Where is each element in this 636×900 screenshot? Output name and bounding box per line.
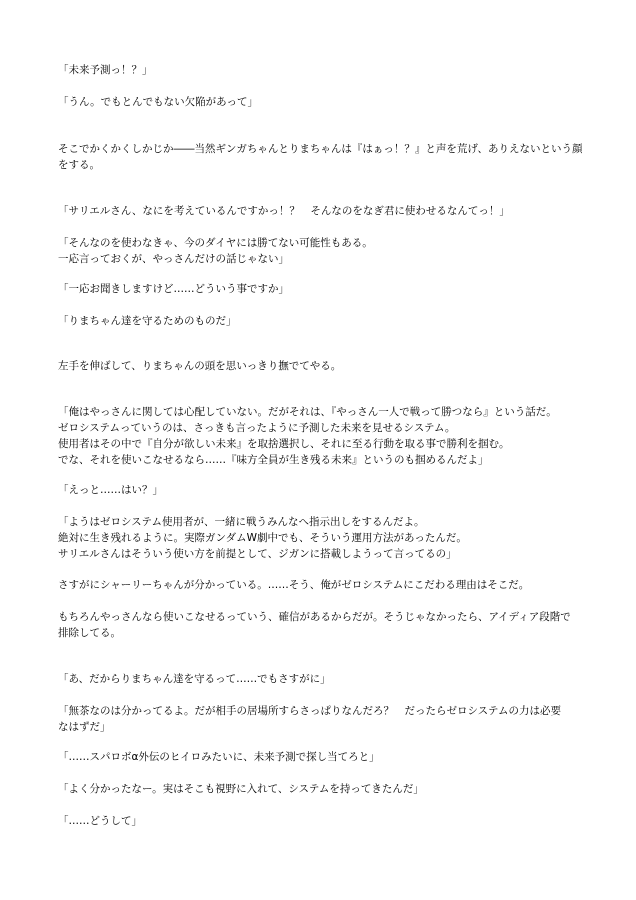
text-line: 左手を伸ばして、りまちゃんの頭を思いっきり撫でてやる。: [58, 360, 342, 372]
text-line: さすがにシャーリーちゃんが分かっている。……そう、俺がゼロシステムにこだわる理由はそこだ。: [58, 579, 530, 591]
text-line: 「うん。でもとんでもない欠陥があって」: [58, 96, 259, 108]
paragraph: [58, 749, 580, 765]
text-line: 「ようはゼロシステム使用者が、一緒に戦うみんなへ指示出しをするんだよ。: [58, 516, 425, 528]
paragraph: [58, 514, 580, 562]
paragraph: [58, 609, 580, 641]
text-line: 「りまちゃん達を守るためのものだ」: [58, 315, 237, 327]
text-line: そこでかくかくしかじか――当然ギンガちゃんとりまちゃんは『はぁっ！？』と声を荒げ、ありえないという顔: [58, 143, 583, 155]
paragraph: [58, 203, 580, 219]
paragraph: [58, 781, 580, 797]
text-line: 「……スパロボα外伝のヒイロみたいに、未来予測で探し当てろと」: [58, 751, 380, 763]
paragraph: [58, 313, 580, 329]
text-line: サリエルさんはそういう使い方を前提として、ジガンに搭載しようって言ってるの」: [58, 548, 457, 560]
text-line: 「……どうして」: [58, 815, 142, 827]
paragraph: [58, 813, 580, 829]
paragraph: [58, 703, 580, 735]
paragraph: [58, 577, 580, 593]
text-line: 絶対に生き残れるように。実際ガンダムW劇中でも、そういう運用方法があったんだ。: [58, 532, 467, 544]
paragraph: [58, 94, 580, 110]
text-line: 排除してる。: [58, 627, 121, 639]
paragraph: [58, 62, 580, 78]
paragraph: [58, 281, 580, 297]
paragraph: [58, 235, 580, 267]
text-line: 使用者はその中で『自分が欲しい未来』を取捨選択し、それに至る行動を取る事で勝利を掴む。: [58, 438, 510, 450]
paragraph: [58, 671, 580, 687]
text-line: 一応言っておくが、やっさんだけの話じゃない」: [58, 253, 289, 265]
text-line: 「未来予測っ！？」: [58, 64, 153, 76]
text-line: 「一応お聞きしますけど……どういう事ですか」: [58, 283, 289, 295]
text-line: 「そんなのを使わなきゃ、今のダイヤには勝てない可能性もある。: [58, 237, 373, 249]
text-line: をする。: [58, 159, 100, 171]
paragraph: [58, 141, 583, 173]
paragraph: [58, 358, 580, 374]
text-line: でな、それを使いこなせるなら……『味方全員が生き残る未来』というのも掴めるんだよ」: [58, 454, 489, 466]
text-line: もちろんやっさんなら使いこなせるっていう、確信があるからだが。そうじゃなかったら、アイディア段階で: [58, 611, 571, 623]
text-line: なはずだ」: [58, 721, 111, 733]
text-line: ゼロシステムっていうのは、さっきも言ったように予測した未来を見せるシステム。: [58, 422, 456, 434]
paragraph: [58, 482, 580, 498]
text-line: 「サリエルさん、なにを考えているんですかっ！？ そんなのをなぎ君に使わせるなんてっ！」: [58, 205, 510, 217]
text-line: 「俺はやっさんに関しては心配していない。だがそれは、『やっさん一人で戦って勝つなら』という話だ。: [58, 406, 557, 418]
paragraph: [58, 404, 580, 468]
text-line: 「よく分かったなー。実はそこも視野に入れて、システムを持ってきたんだ」: [58, 783, 424, 795]
text-line: 「無茶なのは分かってるよ。だが相手の居場所すらさっぱりなんだろ？ だったらゼロシステムの力は必要: [58, 705, 561, 717]
text-line: 「えっと……はい？」: [58, 484, 163, 496]
text-line: 「あ、だからりまちゃん達を守るって……でもさすがに」: [58, 673, 331, 685]
